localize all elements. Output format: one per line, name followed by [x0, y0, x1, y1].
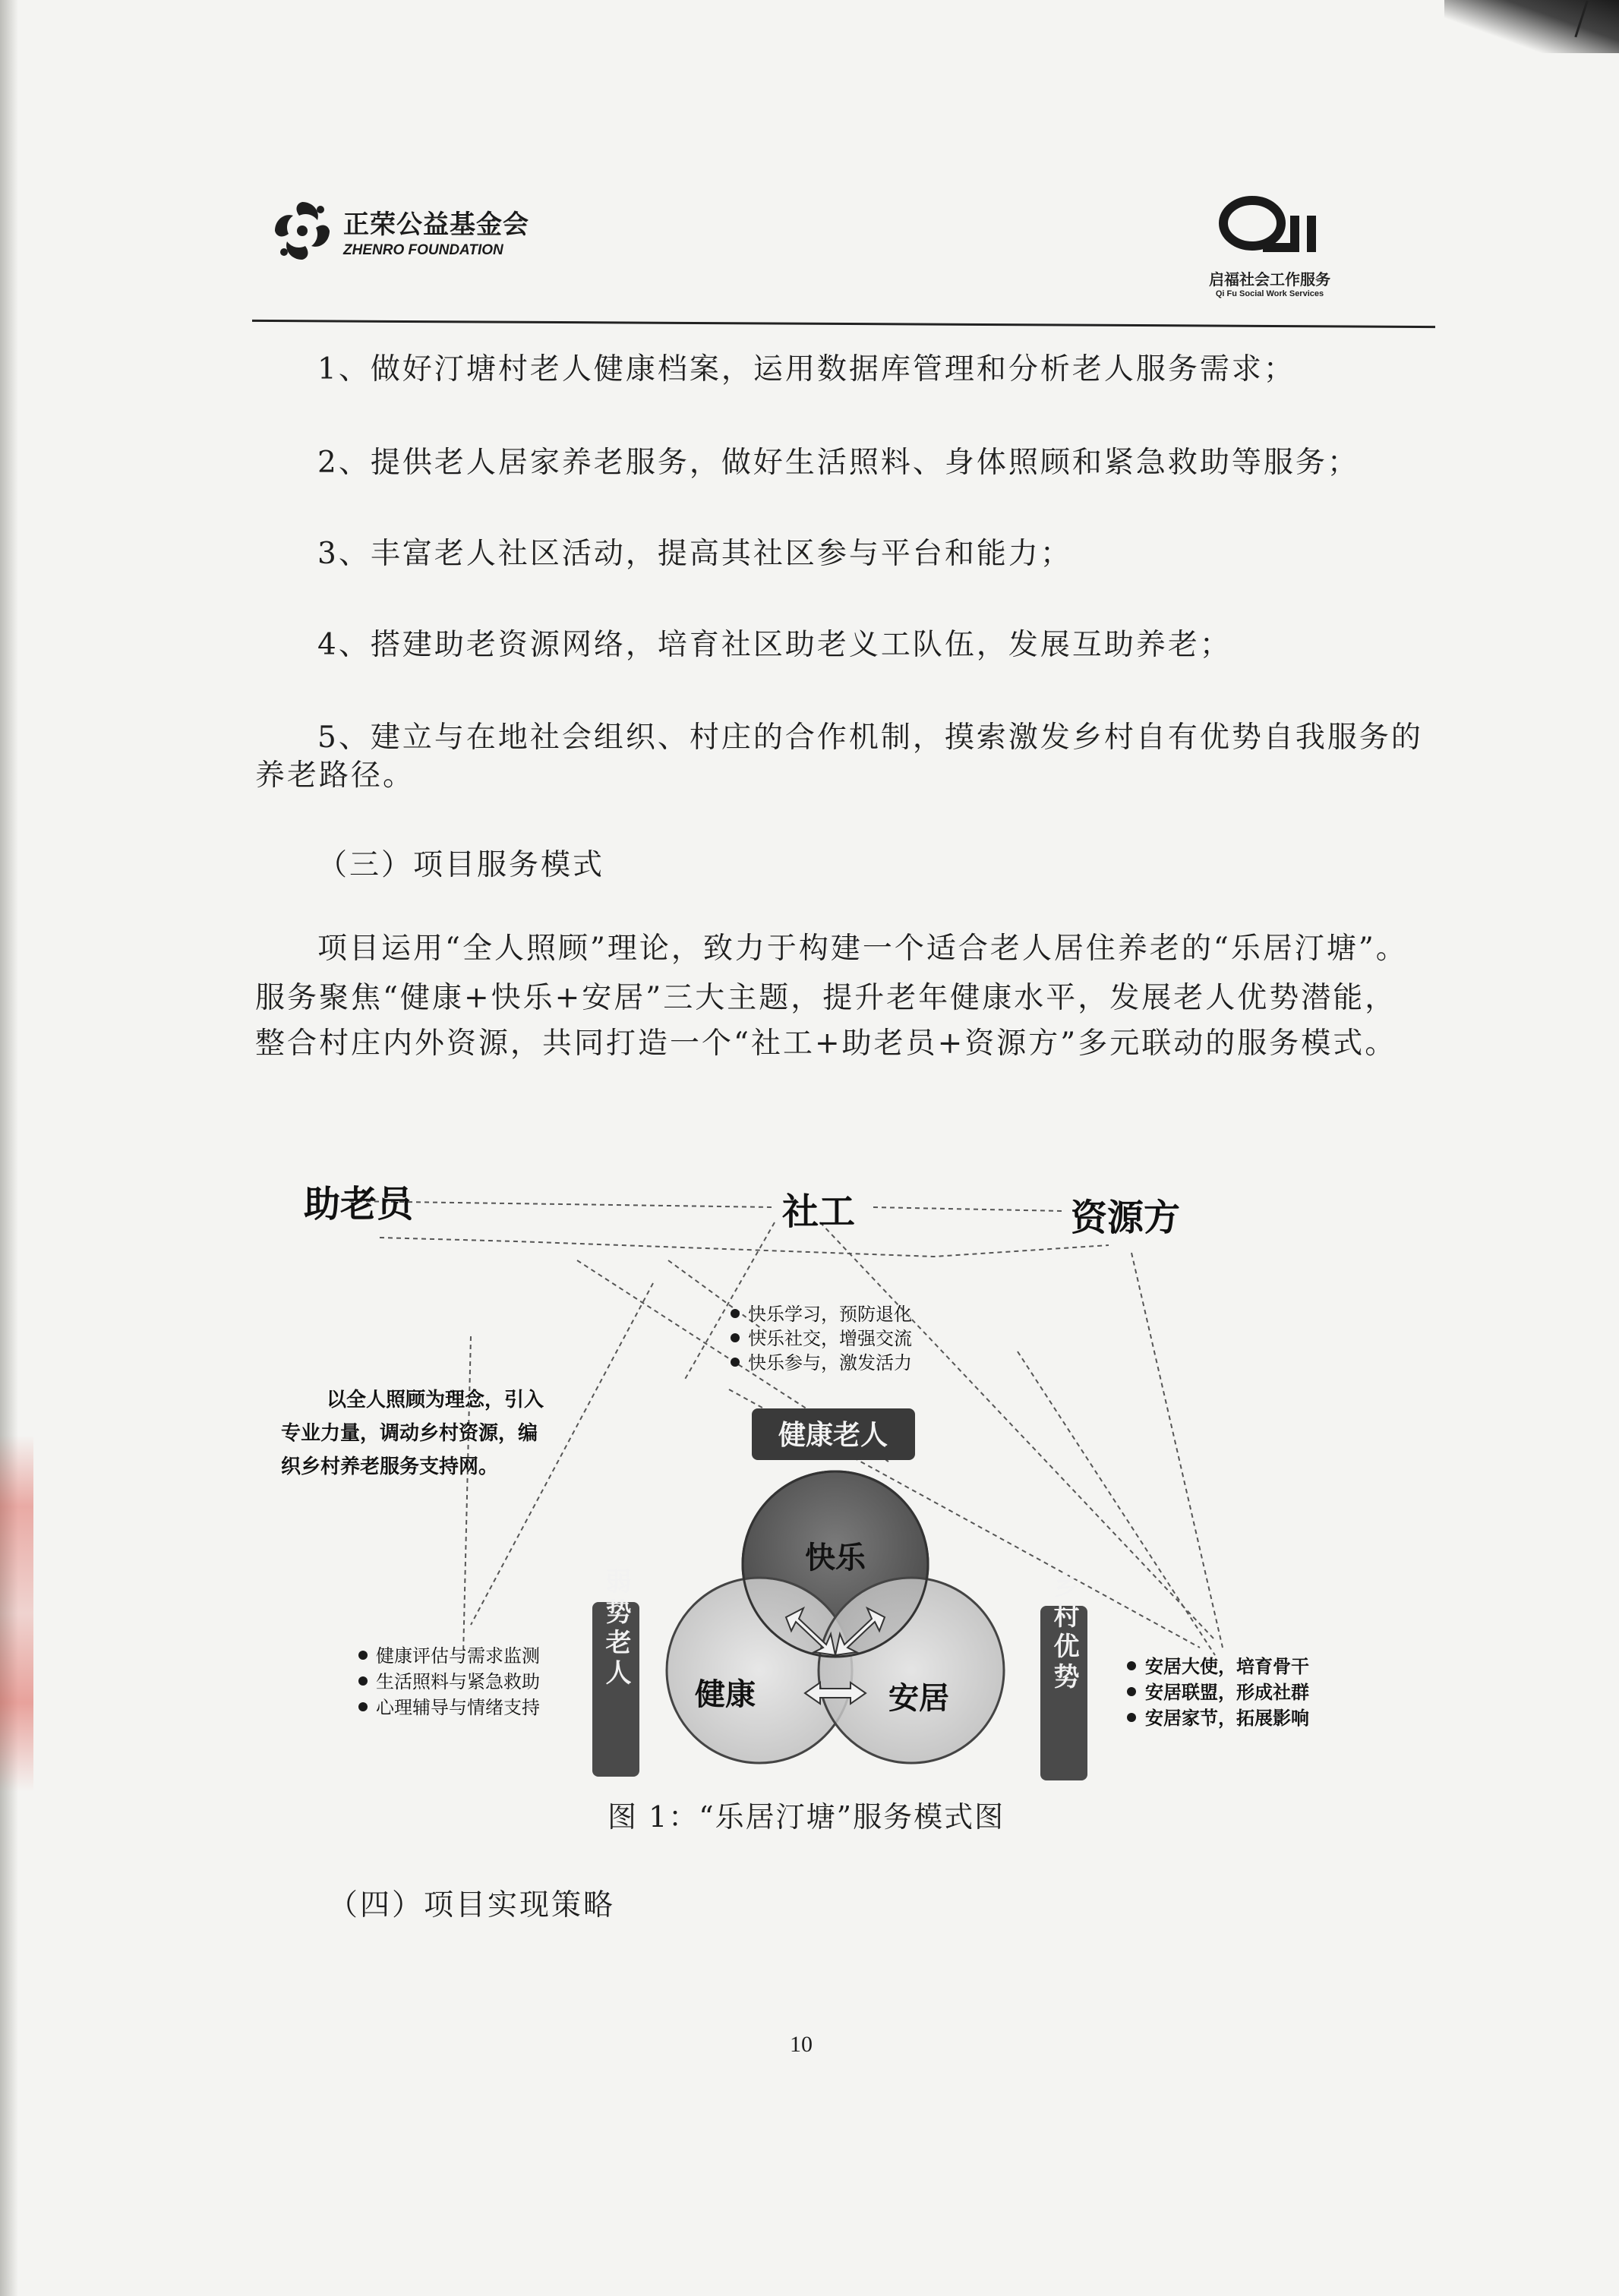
goal-item: 2、提供老人居家养老服务，做好生活照料、身体照顾和紧急救助等服务； — [317, 446, 1359, 480]
zhenro-emblem-icon — [267, 196, 337, 266]
goal-item: 4、搭建助老资源网络，培育社区助老义工队伍，发展互助养老； — [317, 628, 1232, 662]
philosophy-line: 以全人照顾为理念，引入 — [327, 1389, 544, 1411]
header-rule — [252, 320, 1435, 328]
page-corner-shadow — [1444, 0, 1619, 53]
center-bullet: 快乐参与，激发活力 — [748, 1352, 912, 1374]
section-3-heading: （三）项目服务模式 — [317, 848, 605, 882]
section-3-para-line2: 服务聚焦“健康+快乐+安居”三大主题，提升老年健康水平，发展老人优势潜能， — [255, 981, 1397, 1015]
philosophy-line: 专业力量，调动乡村资源，编 — [281, 1422, 538, 1445]
right-bullet: 安居大使，培育骨干 — [1145, 1656, 1309, 1677]
left-bullet: 健康评估与需求监测 — [376, 1645, 540, 1667]
goal-item: 1、做好汀塘村老人健康档案，运用数据库管理和分析老人服务需求； — [317, 352, 1296, 386]
diagram-canvas — [258, 1169, 1367, 1807]
stamp-bleed — [0, 1435, 33, 1792]
page-number: 10 — [790, 2032, 813, 2057]
section-3-para-line1: 项目运用“全人照顾”理论，致力于构建一个适合老人居住养老的“乐居汀塘”。 — [317, 932, 1408, 966]
left-bullet: 心理辅导与情绪支持 — [376, 1697, 540, 1718]
service-model-diagram — [258, 1169, 1367, 1807]
circle-label-happy: 快乐 — [805, 1541, 866, 1575]
figure-caption: 图 1：“乐居汀塘”服务模式图 — [608, 1800, 1005, 1834]
zhenro-logo — [267, 196, 529, 266]
label-rural-advantage: 乡村优势 — [1049, 1572, 1079, 1693]
qifu-name-en: Qi Fu Social Work Services — [1215, 289, 1324, 298]
right-bullet: 安居联盟，形成社群 — [1145, 1682, 1309, 1703]
zhenro-name-cn: 正荣公益基金会 — [343, 209, 529, 240]
venn-circle-living — [819, 1578, 1004, 1763]
label-healthy-elders: 健康老人 — [778, 1420, 888, 1451]
goal-item: 3、丰富老人社区活动，提高其社区参与平台和能力； — [317, 537, 1072, 571]
circle-label-health: 健康 — [695, 1677, 756, 1712]
goal-item-5-line2: 养老路径。 — [255, 758, 415, 793]
center-bullet: 快乐学习，预防退化 — [748, 1304, 912, 1325]
right-bullet: 安居家节，拓展影响 — [1145, 1708, 1309, 1729]
node-resource: 资源方 — [1071, 1197, 1181, 1239]
goal-item-5-line1: 5、建立与在地社会组织、村庄的合作机制，摸索激发乡村自有优势自我服务的 — [317, 721, 1423, 755]
zhenro-name-en: ZHENRO FOUNDATION — [343, 241, 503, 258]
qifu-emblem-icon — [1213, 190, 1327, 263]
page-edge-shadow — [0, 0, 18, 2296]
section-3-para-line3: 整合村庄内外资源，共同打造一个“社工+助老员+资源方”多元联动的服务模式。 — [255, 1027, 1397, 1061]
label-vulnerable-elders: 弱势老人 — [601, 1568, 631, 1689]
node-helper: 助老员 — [304, 1183, 414, 1225]
circle-label-living: 安居 — [888, 1681, 949, 1716]
qifu-logo — [1194, 190, 1346, 298]
node-social-worker: 社工 — [782, 1191, 856, 1233]
qifu-name-cn: 启福社会工作服务 — [1209, 270, 1330, 289]
philosophy-line: 织乡村养老服务支持网。 — [281, 1456, 499, 1478]
left-bullet: 生活照料与紧急救助 — [376, 1671, 540, 1692]
center-bullet: 快乐社交，增强交流 — [748, 1328, 912, 1349]
section-4-heading: （四）项目实现策略 — [328, 1888, 616, 1922]
